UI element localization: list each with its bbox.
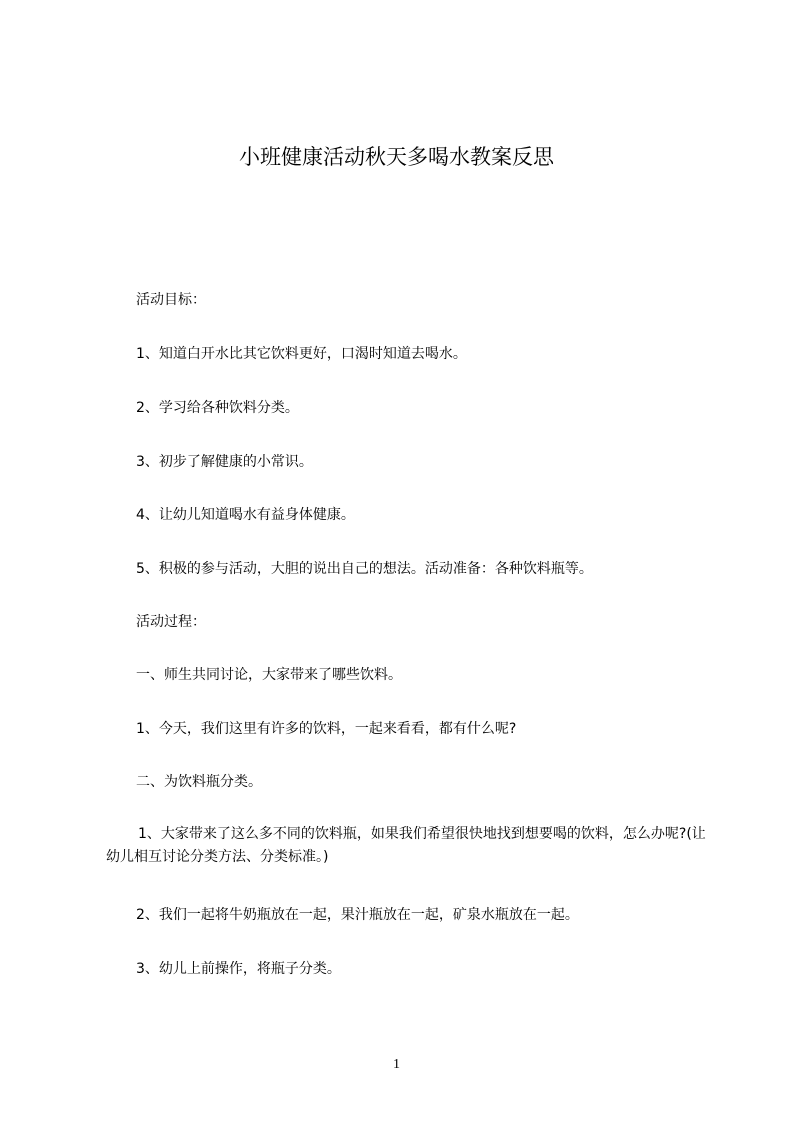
paragraph-activity-process-heading: 活动过程： [136, 614, 206, 630]
paragraph-goal-5: 5、积极的参与活动，大胆的说出自己的想法。活动准备：各种饮料瓶等。 [136, 561, 593, 577]
paragraph-step-two-3: 3、幼儿上前操作，将瓶子分类。 [136, 961, 341, 977]
paragraph-activity-goals-heading: 活动目标： [136, 292, 206, 308]
paragraph-goal-2: 2、学习给各种饮料分类。 [136, 400, 299, 416]
document-title: 小班健康活动秋天多喝水教案反思 [239, 145, 554, 169]
paragraph-goal-1: 1、知道白开水比其它饮料更好，口渴时知道去喝水。 [136, 346, 467, 362]
paragraph-step-one: 一、师生共同讨论，大家带来了哪些饮料。 [136, 667, 402, 683]
paragraph-goal-4: 4、让幼儿知道喝水有益身体健康。 [136, 507, 355, 523]
page-number: 1 [393, 1057, 400, 1072]
paragraph-step-two-1: 1、大家带来了这么多不同的饮料瓶，如果我们希望很快地找到想要喝的饮料，怎么办呢?(让幼儿相互讨论分类方法、分类标准。) [106, 826, 706, 865]
paragraph-step-one-1: 1、今天，我们这里有许多的饮料，一起来看看，都有什么呢? [136, 721, 517, 737]
paragraph-step-two: 二、为饮料瓶分类。 [136, 774, 262, 790]
paragraph-goal-3: 3、初步了解健康的小常识。 [136, 454, 313, 470]
paragraph-step-two-2: 2、我们一起将牛奶瓶放在一起，果汁瓶放在一起，矿泉水瓶放在一起。 [136, 907, 579, 923]
